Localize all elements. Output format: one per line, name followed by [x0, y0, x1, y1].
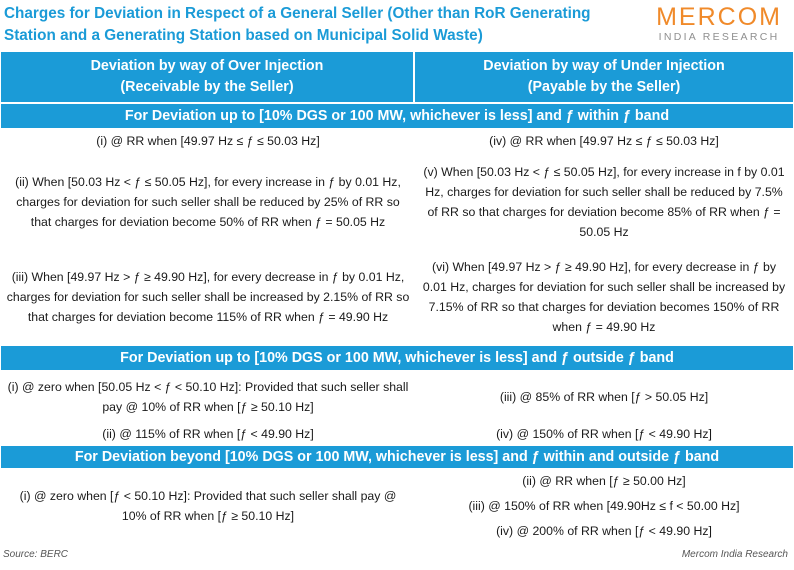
logo-main-text: MERCOM [656, 3, 782, 31]
table-row [1, 128, 793, 154]
header-over-injection-title: Deviation by way of Over Injection [90, 58, 324, 74]
table-cell: (ii) @ 115% of RR when [ƒ < 49.90 Hz] [102, 427, 314, 441]
table-row [1, 250, 793, 344]
table-header-row [1, 52, 793, 102]
title-line-1: Charges for Deviation in Respect of a General Seller (Other than RoR Generating [4, 5, 591, 22]
header-over-injection [1, 52, 415, 102]
section-band-outside-band: For Deviation up to [10% DGS or 100 MW, whichever is less] and ƒ outside ƒ band [1, 346, 793, 370]
mercom-logo [656, 3, 782, 43]
table-cell: (ii) When [50.03 Hz < ƒ ≤ 50.05 Hz], for every increase in ƒ by 0.01 Hz, charges for deviation for such seller shall be reduced by 25% of RR so that charges for deviation become 50% of RR when ƒ = 50.05 Hz [15, 175, 401, 229]
credit-note: Mercom India Research [681, 549, 788, 560]
table-cell: (i) @ zero when [ƒ < 50.10 Hz]: Provided that such seller shall pay @ 10% of RR when [ƒ ≥ 50.10 Hz] [19, 489, 397, 523]
deviation-charges-table [1, 52, 793, 544]
header-under-injection-title: Deviation by way of Under Injection [483, 58, 725, 74]
header-under-injection [415, 52, 793, 102]
table-cell: (vi) When [49.97 Hz > ƒ ≥ 49.90 Hz], for every decrease in ƒ by 0.01 Hz, charges for deviation for such seller shall be increased by 7.15% of RR so that charges for deviation becomes 150% of RR when ƒ = 49.90 Hz [422, 260, 786, 334]
list-item: (iv) @ 200% of RR when [ƒ < 49.90 Hz] [496, 524, 712, 539]
logo-sub-text: INDIA RESEARCH [658, 31, 780, 43]
table-cell-stack [415, 468, 793, 544]
table-cell: (i) @ RR when [49.97 Hz ≤ ƒ ≤ 50.03 Hz] [96, 134, 320, 148]
source-note: Source: BERC [3, 549, 69, 560]
list-item: (iii) @ 150% of RR when [49.90Hz ≤ f < 50.00 Hz] [468, 498, 740, 513]
section-band-within-band: For Deviation up to [10% DGS or 100 MW, whichever is less] and ƒ within ƒ band [1, 104, 793, 128]
list-item: (ii) @ RR when [ƒ ≥ 50.00 Hz] [522, 473, 686, 488]
header-under-injection-sub: (Payable by the Seller) [527, 79, 681, 95]
table-cell: (iv) @ 150% of RR when [ƒ < 49.90 Hz] [496, 427, 712, 441]
table-cell: (iii) When [49.97 Hz > ƒ ≥ 49.90 Hz], for every decrease in ƒ by 0.01 Hz, charges for deviation for such seller shall be increased by 2.15% of RR so that charges for deviation become 115% of RR when ƒ = 49.90 Hz [6, 270, 410, 324]
table-row [1, 154, 793, 250]
chart-title [4, 3, 624, 47]
table-cell: (iii) @ 85% of RR when [ƒ > 50.05 Hz] [499, 390, 709, 404]
table-cell: (iv) @ RR when [49.97 Hz ≤ ƒ ≤ 50.03 Hz] [489, 134, 719, 148]
title-line-2: Station and a Generating Station based on Municipal Solid Waste) [4, 27, 483, 44]
table-cell: (i) @ zero when [50.05 Hz < ƒ < 50.10 Hz]: Provided that such seller shall pay @ 10% of RR when [ƒ ≥ 50.10 Hz] [7, 380, 409, 414]
table-row [1, 424, 793, 444]
table-row [1, 468, 793, 544]
table-row [1, 370, 793, 424]
header-over-injection-sub: (Receivable by the Seller) [120, 79, 294, 95]
table-cell: (v) When [50.03 Hz < ƒ ≤ 50.05 Hz], for every increase in f by 0.01 Hz, charges for deviation for such seller shall be reduced by 7.5% of RR so that charges for deviation become 85% of RR when ƒ = 50.05 Hz [423, 165, 785, 239]
section-band-beyond-limit: For Deviation beyond [10% DGS or 100 MW, whichever is less] and ƒ within and outside ƒ band [1, 446, 793, 468]
